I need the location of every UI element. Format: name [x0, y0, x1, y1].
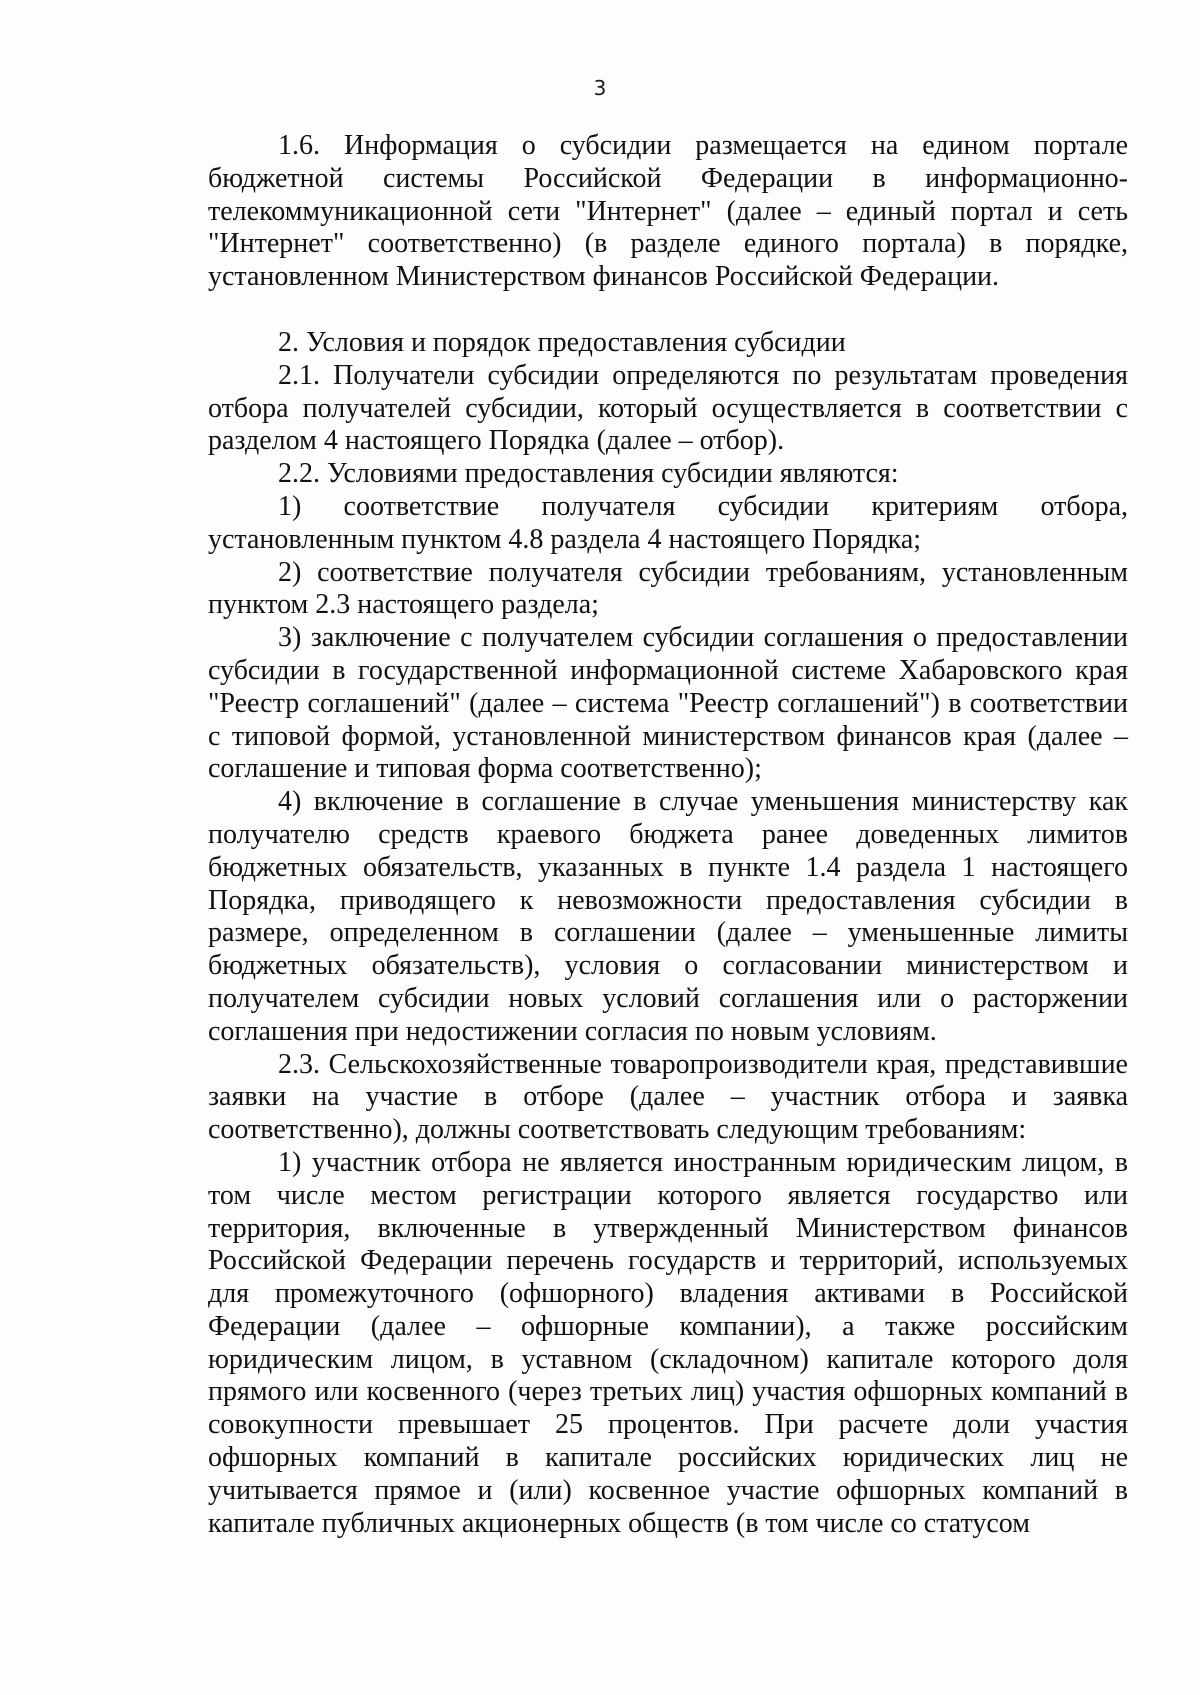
section-2-heading: 2. Условия и порядок предоставления субсидии — [278, 326, 846, 358]
paragraph-2-2-item-2: 2) соответствие получателя субсидии требованиям, установленным пунктом 2.3 настоящего раздела; — [208, 556, 1128, 621]
paragraph-2-2-item-1: 1) соответствие получателя субсидии критериям отбора, установленным пунктом 4.8 раздела 4 настоящего Порядка; — [208, 490, 1128, 555]
paragraph-2-3-item-1: 1) участник отбора не является иностранным юридическим лицом, в том числе местом регистрации которого является государство или территория, включенные в утвержденный Министерством финансов Российской Федерации перечень государств и территорий, используемых для промежуточного (офшорного) владения активами в Российской Федерации (далее – офшорные компании), а также российским юридическим лицом, в уставном (складочном) капитале которого доля прямого или косвенного (через третьих лиц) участия офшорных компаний в совокупности превышает 25 процентов. При расчете доли участия офшорных компаний в капитале российских юридических лиц не учитывается прямое и (или) косвенное участие офшорных компаний в капитале публичных акционерных обществ (в том числе со статусом — [208, 1146, 1128, 1539]
paragraph-1-6: 1.6. Информация о субсидии размещается на едином портале бюджетной системы Российской Федерации в информационно-телекоммуникационной сети "Интернет" (далее – единый портал и сеть "Интернет" соответственно) (в разделе единого портала) в порядке, установленном Министерством финансов Российской Федерации. — [208, 130, 1128, 293]
paragraph-2-1: 2.1. Получатели субсидии определяются по результатам проведения отбора получателей субсидии, который осуществляется в соответствии с разделом 4 настоящего Порядка (далее – отбор). — [208, 359, 1128, 457]
paragraph-2-2: 2.2. Условиями предоставления субсидии являются: — [278, 458, 899, 490]
paragraph-2-2-item-3: 3) заключение с получателем субсидии соглашения о предоставлении субсидии в государственной информационной системе Хабаровского края "Реестр соглашений" (далее – система "Реестр соглашений") в соответствии с типовой формой, установленной министерством финансов края (далее – соглашение и типовая форма соответственно); — [208, 622, 1128, 785]
paragraph-2-3: 2.3. Сельскохозяйственные товаропроизводители края, представившие заявки на участие в отборе (далее – участник отбора и заявка соответственно), должны соответствовать следующим требованиям: — [208, 1048, 1128, 1146]
document-body — [208, 130, 1128, 1540]
page-number: 3 — [593, 76, 607, 100]
paragraph-2-2-item-4: 4) включение в соглашение в случае уменьшения министерству как получателю средств краевого бюджета ранее доведенных лимитов бюджетных обязательств, указанных в пункте 1.4 раздела 1 настоящего Порядка, приводящего к невозможности предоставления субсидии в размере, определенном в соглашении (далее – уменьшенные лимиты бюджетных обязательств), условия о согласовании министерством и получателем субсидии новых условий соглашения или о расторжении соглашения при недостижении согласия по новым условиям. — [208, 786, 1128, 1047]
section-spacer — [208, 294, 1128, 327]
